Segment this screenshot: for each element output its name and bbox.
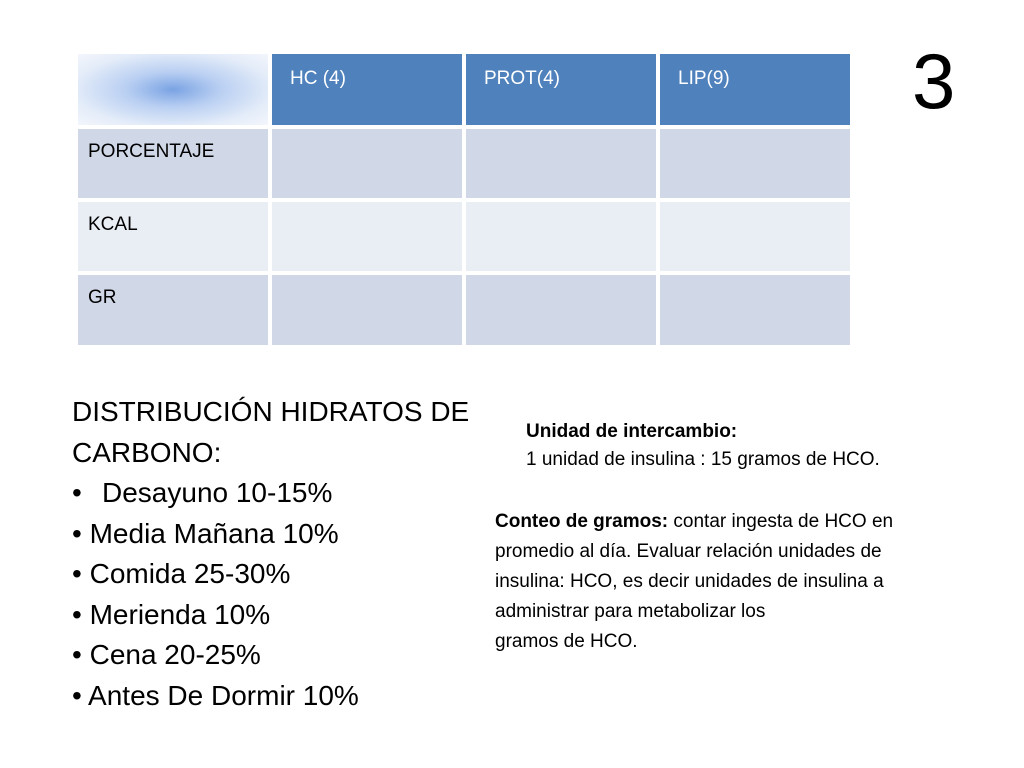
list-item [72,514,492,555]
counting-line-1 [495,507,985,537]
gram-counting-note [495,507,985,657]
list-item-text: Cena 20-25% [89,639,261,670]
nutrition-table [76,52,852,347]
table-cell [270,273,464,347]
table-header-prot: PROT(4) [464,52,658,127]
bullet-icon: • [72,558,82,589]
list-item-text: Merienda 10% [89,598,271,630]
list-item-text: Media Mañana 10% [89,517,339,549]
table-header-lip: LIP(9) [658,52,852,127]
distribution-title-line1: DISTRIBUCIÓN HIDRATOS DE [72,396,470,427]
table-header-hc: HC (4) [270,52,464,127]
table-cell [464,200,658,273]
exchange-title: Unidad de intercambio: [526,421,738,442]
table-row [76,273,852,347]
counting-line1-text: contar ingesta de HCO en [668,511,894,532]
bullet-icon: • [72,477,82,508]
exchange-unit-note [526,418,880,474]
table-row [76,127,852,200]
table-row [76,200,852,273]
counting-line-4: administrar para metabolizar los [495,601,766,622]
bullet-icon: • [72,517,82,549]
table-cell [464,127,658,200]
list-item [72,595,492,636]
list-item [72,554,492,595]
exchange-text: 1 unidad de insulina : 15 gramos de HCO. [526,449,880,470]
list-item-text: Antes De Dormir 10% [88,679,359,711]
row-label-kcal: KCAL [76,200,270,273]
table-cell [464,273,658,347]
table-header-corner [76,52,270,127]
counting-line-3: insulina: HCO, es decir unidades de insulina a [495,571,884,592]
list-item [72,676,492,717]
table-cell [658,273,852,347]
distribution-list [72,473,492,716]
counting-line-5: gramos de HCO. [495,631,638,652]
carb-distribution [72,392,492,716]
bullet-icon: • [72,679,82,711]
table-header-row [76,52,852,127]
table-cell [270,127,464,200]
list-item-text: Comida 25-30% [89,558,291,589]
list-item-text: Desayuno 10-15% [102,477,333,508]
table-cell [658,127,852,200]
slide-number: 3 [912,37,956,125]
list-item [72,473,492,514]
list-item [72,635,492,676]
row-label-porcentaje: PORCENTAJE [76,127,270,200]
counting-title: Conteo de gramos: [495,511,669,532]
table-cell [270,200,464,273]
bullet-icon: • [72,598,82,630]
row-label-gr: GR [76,273,270,347]
table-cell [658,200,852,273]
counting-line-2: promedio al día. Evaluar relación unidades de [495,541,882,562]
distribution-title-line2: CARBONO: [72,436,222,468]
bullet-icon: • [72,639,82,670]
